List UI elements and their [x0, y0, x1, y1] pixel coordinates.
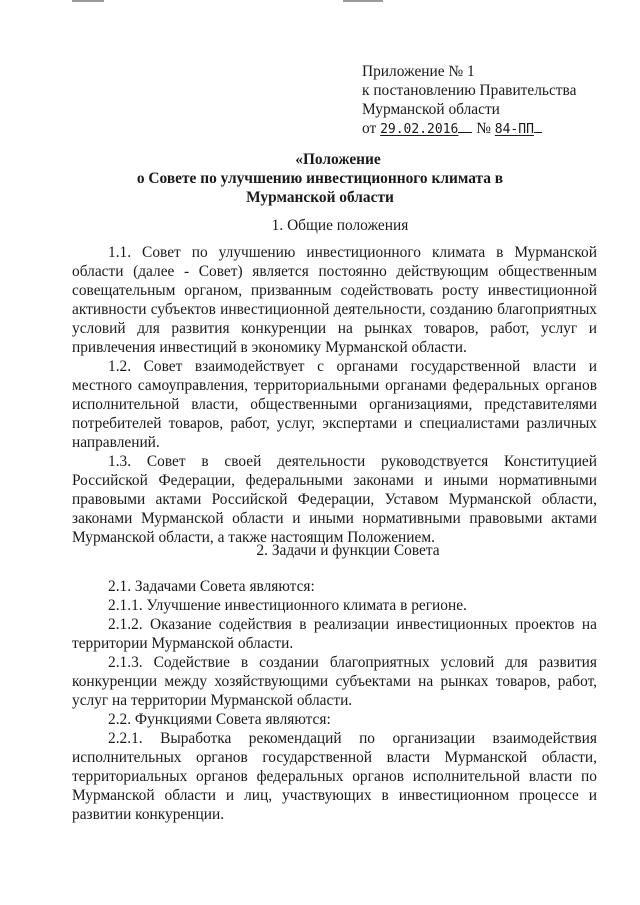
paragraph-1-2: 1.2. Совет взаимодействует с органами государственной власти и местного самоуправления, территориальными органами федеральных органов исполнительной власти, общественными организациями, представителями потребителей товаров, работ, услуг, экспертами и специалистами различных направлений.: [72, 358, 597, 451]
scan-edge-mark: [343, 0, 383, 2]
appendix-region: Мурманской области: [362, 101, 500, 118]
paragraph-2-1-2: 2.1.2. Оказание содействия в реализации инвестиционных проектов на территории Мурманской области.: [72, 616, 597, 652]
paragraph-2-2-1: 2.2.1. Выработка рекомендаций по организации взаимодействия исполнительных органов государственной власти Мурманской области, территориальных органов федеральных органов исполнительной власти по Мурманской области и лиц, участвующих в инвестиционном процессе и развитии конкуренции.: [72, 730, 597, 823]
scan-edge-mark: [72, 0, 104, 2]
paragraph-2-1: 2.1. Задачами Совета являются:: [108, 578, 315, 595]
paragraph-1-3: 1.3. Совет в своей деятельности руководствуется Конституцией Российской Федерации, федеральными законами и иными нормативными правовыми актами Российской Федерации, Уставом Мурманской области, законами Мурманской области и иными нормативными правовыми актами Мурманской области, а также настоящим Положением.: [72, 453, 597, 546]
decree-date: 29.02.2016: [380, 122, 459, 137]
paragraph-1-1: 1.1. Совет по улучшению инвестиционного климата в Мурманской области (далее - Совет) является постоянно действующим общественным совещательным органом, призванным содействовать росту инвестиционной активности субъектов инвестиционной деятельности, созданию благоприятных условий для развития конкуренции на рынках товаров, работ, услуг и привлечения инвестиций в экономику Мурманской области.: [72, 244, 597, 356]
section-heading-general: 1. Общие положения: [271, 217, 409, 234]
decree-number: 84-ПП: [494, 122, 534, 137]
section-tasks-body: [72, 577, 597, 824]
paragraph-2-1-3: 2.1.3. Содействие в создании благоприятных условий для развития конкуренции между хозяйствующими субъектами на рынках товаров, работ, услуг на территории Мурманской области.: [72, 654, 597, 709]
appendix-number: Приложение № 1: [362, 63, 475, 80]
appendix-reference: к постановлению Правительства: [362, 82, 577, 99]
number-underline: [534, 119, 542, 133]
paragraph-2-1-1: 2.1.1. Улучшение инвестиционного климата в регионе.: [108, 597, 467, 614]
document-title: [72, 150, 568, 207]
date-underline: [458, 119, 472, 133]
appendix-block: [362, 62, 612, 139]
appendix-date-line: [362, 119, 612, 139]
title-line: о Совете по улучшению инвестиционного климата в: [136, 170, 504, 187]
section-heading-tasks: 2. Задачи и функции Совета: [256, 542, 440, 559]
section-general-body: [72, 243, 597, 547]
title-line: «Положение: [295, 151, 381, 168]
number-prefix: №: [476, 120, 491, 137]
date-prefix: от: [362, 120, 377, 137]
paragraph-2-2: 2.2. Функциями Совета являются:: [108, 711, 331, 728]
title-line: Мурманской области: [246, 189, 394, 206]
